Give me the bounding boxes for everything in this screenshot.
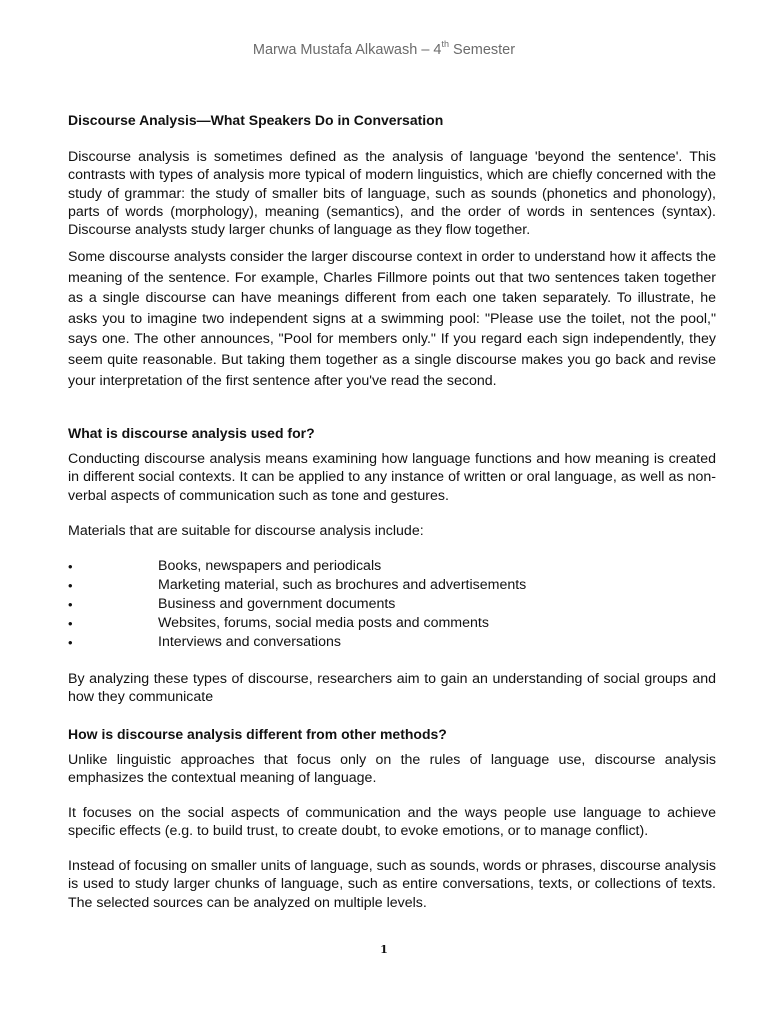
used-for-heading: What is discourse analysis used for? — [68, 425, 315, 441]
intro-paragraph-1: Discourse analysis is sometimes defined as the analysis of language 'beyond the sentence'. This contrasts with types of analysis more typical of modern linguistics, which are chiefly concerned with the study of grammar: the study of smaller bits of language, such as sounds (phonetics and phonology), parts of words (morphology), meaning (semantics), and the order of words in sentences (syntax). Discourse analysts study larger chunks of language as they flow together. — [68, 149, 716, 239]
bullet-icon: • — [68, 559, 73, 574]
list-item: • Websites, forums, social media posts and comments — [68, 615, 489, 631]
header-author-text: Marwa Mustafa Alkawash – 4 — [252, 41, 442, 58]
bullet-icon: • — [68, 597, 73, 612]
analyzing-paragraph: By analyzing these types of discourse, researchers aim to gain an understanding of social groups and how they communicate — [68, 671, 716, 706]
different-paragraph-1: Unlike linguistic approaches that focus only on the rules of language use, discourse analysis emphasizes the contextual meaning of language. — [68, 752, 716, 787]
used-for-paragraph: Conducting discourse analysis means examining how language functions and how meaning is created in different social contexts. It can be applied to any instance of written or oral language, as well as non-verbal aspects of communication such as tone and gestures. — [68, 451, 716, 504]
page-number: 1 — [380, 943, 388, 956]
materials-list — [68, 557, 716, 652]
list-item: • Interviews and conversations — [68, 634, 341, 650]
document-title: Discourse Analysis—What Speakers Do in Conversation — [68, 112, 444, 128]
intro-paragraph-2: Some discourse analysts consider the larger discourse context in order to understand how it affects the meaning of the sentence. For example, Charles Fillmore points out that two sentences taken together as a single discourse can have meanings different from each one taken separately. To illustrate, he asks you to imagine two independent signs at a swimming pool: "Please use the toilet, not the pool," says one. The other announces, "Pool for members only." If you regard each sign independently, they seem quite reasonable. But taking them together as a single discourse makes you go back and revise your interpretation of the first sentence after you've read the second. — [68, 249, 716, 389]
different-paragraph-3: Instead of focusing on smaller units of language, such as sounds, words or phrases, discourse analysis is used to study larger chunks of language, such as entire conversations, texts, or collections of texts. The selected sources can be analyzed on multiple levels. — [68, 858, 716, 911]
header-superscript: th — [441, 39, 449, 49]
different-paragraph-2: It focuses on the social aspects of communication and the ways people use language to achieve specific effects (e.g. to build trust, to create doubt, to evoke emotions, or to manage conflict). — [68, 805, 716, 840]
different-heading: How is discourse analysis different from other methods? — [68, 726, 447, 742]
bullet-icon: • — [68, 635, 73, 650]
bullet-icon: • — [68, 616, 73, 631]
list-item: • Books, newspapers and periodicals — [68, 558, 382, 574]
bullet-icon: • — [68, 578, 73, 593]
list-item: • Business and government documents — [68, 596, 396, 612]
materials-intro: Materials that are suitable for discourse analysis include: — [68, 523, 424, 539]
list-item: • Marketing material, such as brochures and advertisements — [68, 577, 527, 593]
page-header — [0, 40, 768, 58]
header-semester-text: Semester — [449, 41, 516, 58]
